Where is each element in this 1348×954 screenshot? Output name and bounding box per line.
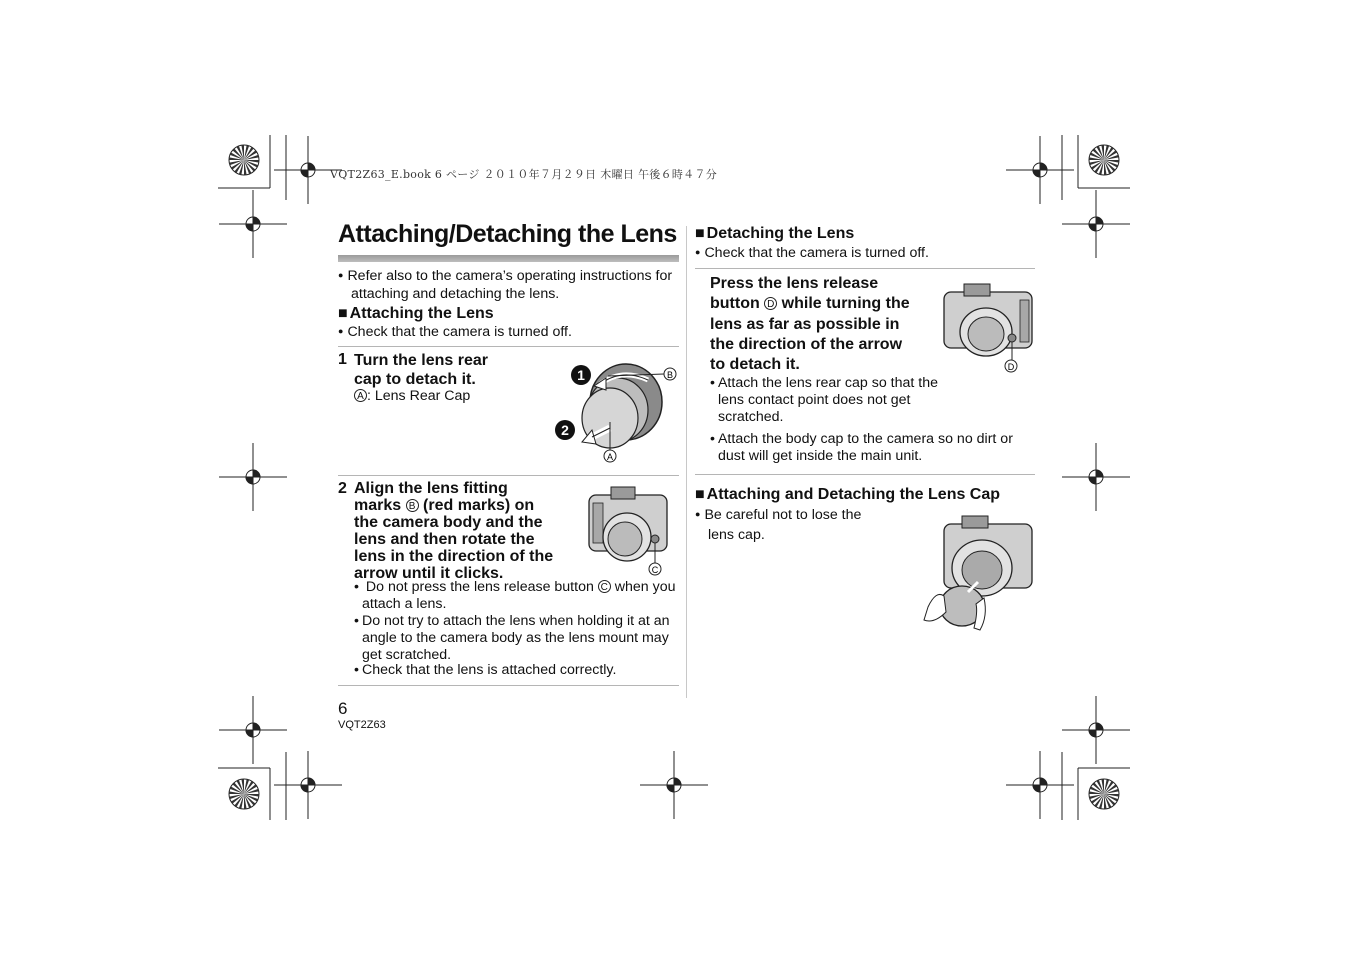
callout-a: A bbox=[606, 452, 614, 462]
attaching-check: ● Check that the camera is turned off. bbox=[338, 324, 691, 342]
crosshair-mark bbox=[219, 696, 287, 764]
print-header: VQT2Z63_E.book 6 ページ ２０１０年７月２９日 木曜日 午後６時４７分 bbox=[330, 168, 718, 181]
callout-mark-c: C bbox=[598, 580, 611, 593]
callout-d: D bbox=[1007, 362, 1015, 372]
starburst-mark bbox=[229, 145, 259, 175]
starburst-mark bbox=[1089, 779, 1119, 809]
detaching-note-1: • Attach the lens rear cap so that the lens contact point does not get scratched. bbox=[710, 375, 938, 426]
crosshair-mark bbox=[219, 443, 287, 511]
camera-attach-illustration bbox=[585, 485, 685, 580]
model-code: VQT2Z63 bbox=[338, 719, 386, 731]
crosshair-mark bbox=[1062, 443, 1130, 511]
step-1-number: 1 bbox=[338, 351, 347, 368]
divider bbox=[695, 474, 1035, 475]
callout-b: B bbox=[666, 370, 674, 380]
lens-cap-bullet: ● Be careful not to lose the lens cap. bbox=[695, 506, 868, 545]
crosshair-mark bbox=[640, 751, 708, 819]
detaching-note-2: • Attach the body cap to the camera so no dirt or dust will get inside the main unit. bbox=[710, 431, 1043, 465]
title-rule bbox=[338, 255, 679, 262]
lens-cap-heading: ■ Attaching and Detaching the Lens Cap bbox=[695, 486, 1000, 504]
crosshair-mark bbox=[1006, 136, 1074, 204]
divider bbox=[338, 346, 679, 347]
callout-c: C bbox=[651, 565, 659, 575]
intro-bullet: ● Refer also to the camera’s operating instructions for attaching and detaching the lens. bbox=[338, 268, 691, 303]
divider bbox=[695, 268, 1035, 269]
crosshair-mark bbox=[1062, 190, 1130, 258]
step-2-text: Align the lens fitting marks B (red marks) on the camera body and the lens and then rotate the lens in the direction of the arrow until it clicks. bbox=[354, 480, 554, 582]
callout-mark-d: D bbox=[764, 297, 777, 310]
starburst-mark bbox=[1089, 145, 1119, 175]
page-title: Attaching/Detaching the Lens bbox=[338, 220, 677, 248]
crosshair-mark bbox=[1062, 696, 1130, 764]
step-2-number: 2 bbox=[338, 480, 347, 497]
divider bbox=[338, 475, 679, 476]
crosshair-mark bbox=[1006, 751, 1074, 819]
attaching-heading: ■ Attaching the Lens bbox=[338, 305, 494, 323]
crosshair-mark bbox=[219, 190, 287, 258]
column-divider bbox=[686, 226, 687, 698]
callout-mark-a: A bbox=[354, 389, 367, 402]
detaching-heading: ■ Detaching the Lens bbox=[695, 225, 854, 243]
starburst-mark bbox=[229, 779, 259, 809]
svg-text:1: 1 bbox=[577, 367, 585, 383]
svg-text:2: 2 bbox=[561, 422, 569, 438]
callout-mark-b: B bbox=[406, 499, 419, 512]
lens-rear-cap-illustration bbox=[552, 358, 682, 468]
page-number: 6 bbox=[338, 699, 348, 718]
camera-detach-illustration bbox=[940, 282, 1040, 377]
lens-cap-illustration bbox=[918, 512, 1038, 637]
crosshair-mark bbox=[274, 751, 342, 819]
step-2-note-1: • Do not press the lens release button C when you attach a lens. bbox=[354, 579, 692, 613]
step-1-text: Turn the lens rear cap to detach it. bbox=[354, 352, 488, 388]
detaching-check: ● Check that the camera is turned off. bbox=[695, 245, 1048, 263]
divider bbox=[338, 685, 679, 686]
detaching-step-text: Press the lens release button D while turning the lens as far as possible in the direction of the arrow to detach it. bbox=[710, 275, 910, 374]
step-1-caption: A : Lens Rear Cap bbox=[354, 388, 470, 405]
step-2-note-2: • Do not try to attach the lens when holding it at an angle to the camera body as the lens mount may get scratched. bbox=[354, 613, 692, 664]
step-2-note-3: • Check that the lens is attached correctly. bbox=[354, 662, 692, 679]
